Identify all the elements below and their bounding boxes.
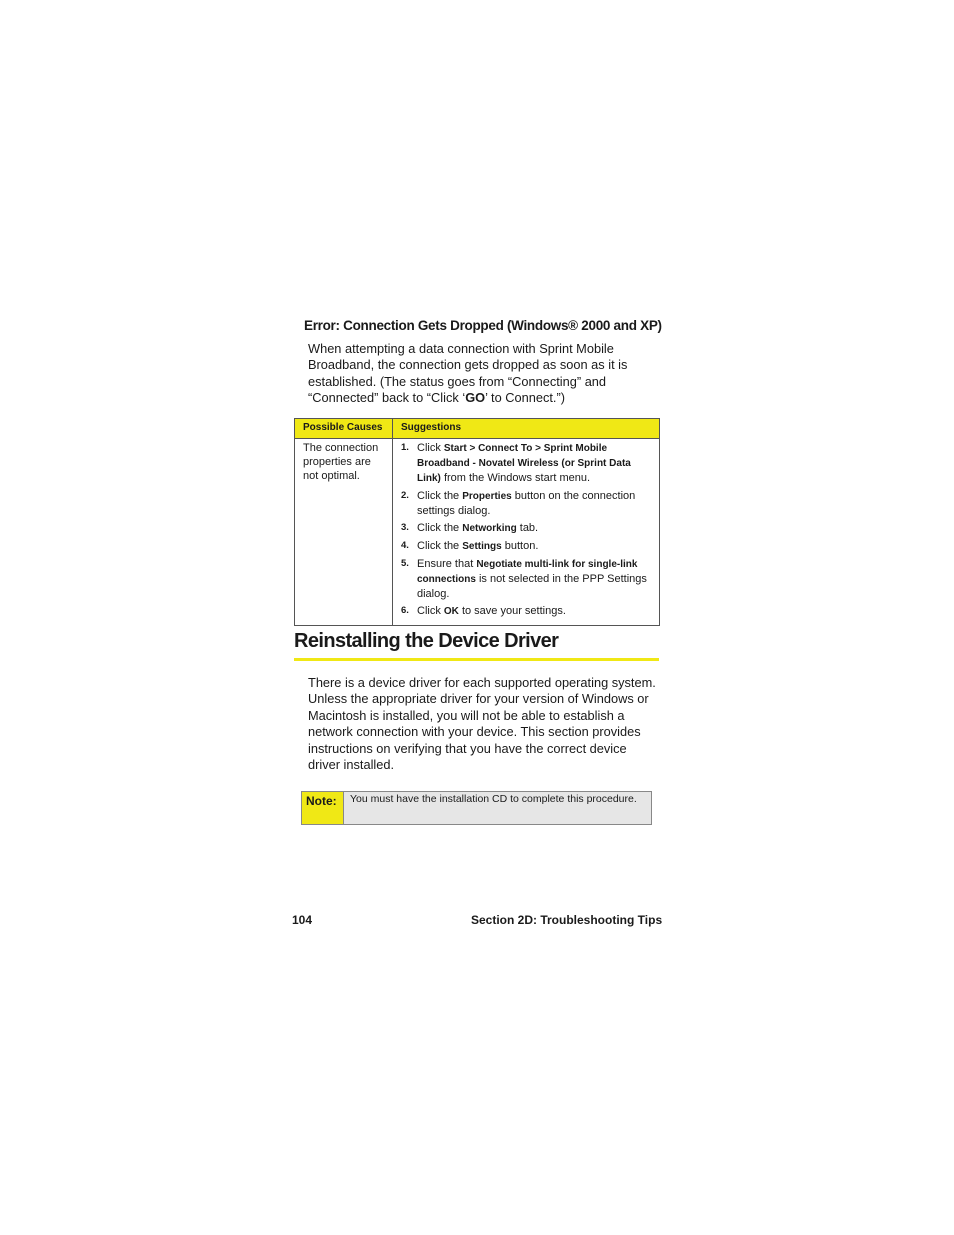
step-bold: Networking xyxy=(462,523,517,534)
step-item xyxy=(401,557,651,601)
title-underline xyxy=(294,658,659,661)
step-number: 6. xyxy=(401,605,409,616)
step-text: Click xyxy=(417,442,444,454)
step-number: 2. xyxy=(401,490,409,501)
page-number: 104 xyxy=(292,913,313,927)
step-item xyxy=(401,441,651,486)
step-text: button on the connection settings dialog. xyxy=(417,490,636,517)
body-paragraph: There is a device driver for each supported operating system. Unless the appropriate driver for your version of Windows or Macintosh is installed, you will not be able to establish a network connection with your device. This section provides instructions on verifying that you have the correct device driver installed. xyxy=(308,675,656,773)
step-number: 5. xyxy=(401,558,409,569)
header-possible-causes: Possible Causes xyxy=(295,419,393,439)
step-item xyxy=(401,539,651,554)
step-item xyxy=(401,489,651,518)
step-text: Click the xyxy=(417,490,463,502)
step-bold: Start > Connect To > Sprint Mobile Broadband - Novatel Wireless (or Sprint Data Link) xyxy=(417,443,631,484)
step-bold: Negotiate multi-link for single-link connections xyxy=(417,559,638,585)
cause-cell: The connection properties are not optimal. xyxy=(295,439,393,626)
step-text: Ensure that xyxy=(417,558,477,570)
suggestion-steps xyxy=(401,441,651,619)
step-text: Click xyxy=(417,605,444,617)
step-bold: Settings xyxy=(462,541,502,552)
intro-text-2: ’ to Connect.”) xyxy=(485,390,566,406)
note-box xyxy=(301,791,652,825)
table-row xyxy=(295,439,660,626)
step-text: to save your settings. xyxy=(458,605,566,617)
header-suggestions: Suggestions xyxy=(393,419,660,439)
suggestions-cell xyxy=(393,439,660,626)
error-heading: Error: Connection Gets Dropped (Windows® 2000 and XP) xyxy=(304,318,662,333)
step-bold: Properties xyxy=(462,491,512,502)
note-text: You must have the installation CD to complete this procedure. xyxy=(344,792,651,824)
section-title: Reinstalling the Device Driver xyxy=(294,630,559,652)
table-header-row xyxy=(295,419,660,439)
intro-paragraph xyxy=(308,341,660,407)
note-label: Note: xyxy=(302,792,344,824)
step-number: 3. xyxy=(401,522,409,533)
step-item xyxy=(401,604,651,619)
step-text: Click the xyxy=(417,540,463,552)
step-text: button. xyxy=(501,540,539,552)
step-bold: OK xyxy=(443,606,459,617)
troubleshooting-table xyxy=(294,418,660,626)
step-text: is not selected in the PPP Settings dialog. xyxy=(417,573,647,600)
footer-section-title: Section 2D: Troubleshooting Tips xyxy=(471,913,663,927)
intro-bold-go: GO xyxy=(465,390,486,406)
step-number: 1. xyxy=(401,442,409,453)
step-text: tab. xyxy=(516,522,539,534)
intro-text-1: When attempting a data connection with Sprint Mobile Broadband, the connection gets dropped as soon as it is established. (The status goes from “Connecting” and “Connected” back to “Click ‘ xyxy=(308,341,628,406)
step-number: 4. xyxy=(401,540,409,551)
step-text: from the Windows start menu. xyxy=(440,472,591,484)
step-item xyxy=(401,521,651,536)
step-text: Click the xyxy=(417,522,463,534)
